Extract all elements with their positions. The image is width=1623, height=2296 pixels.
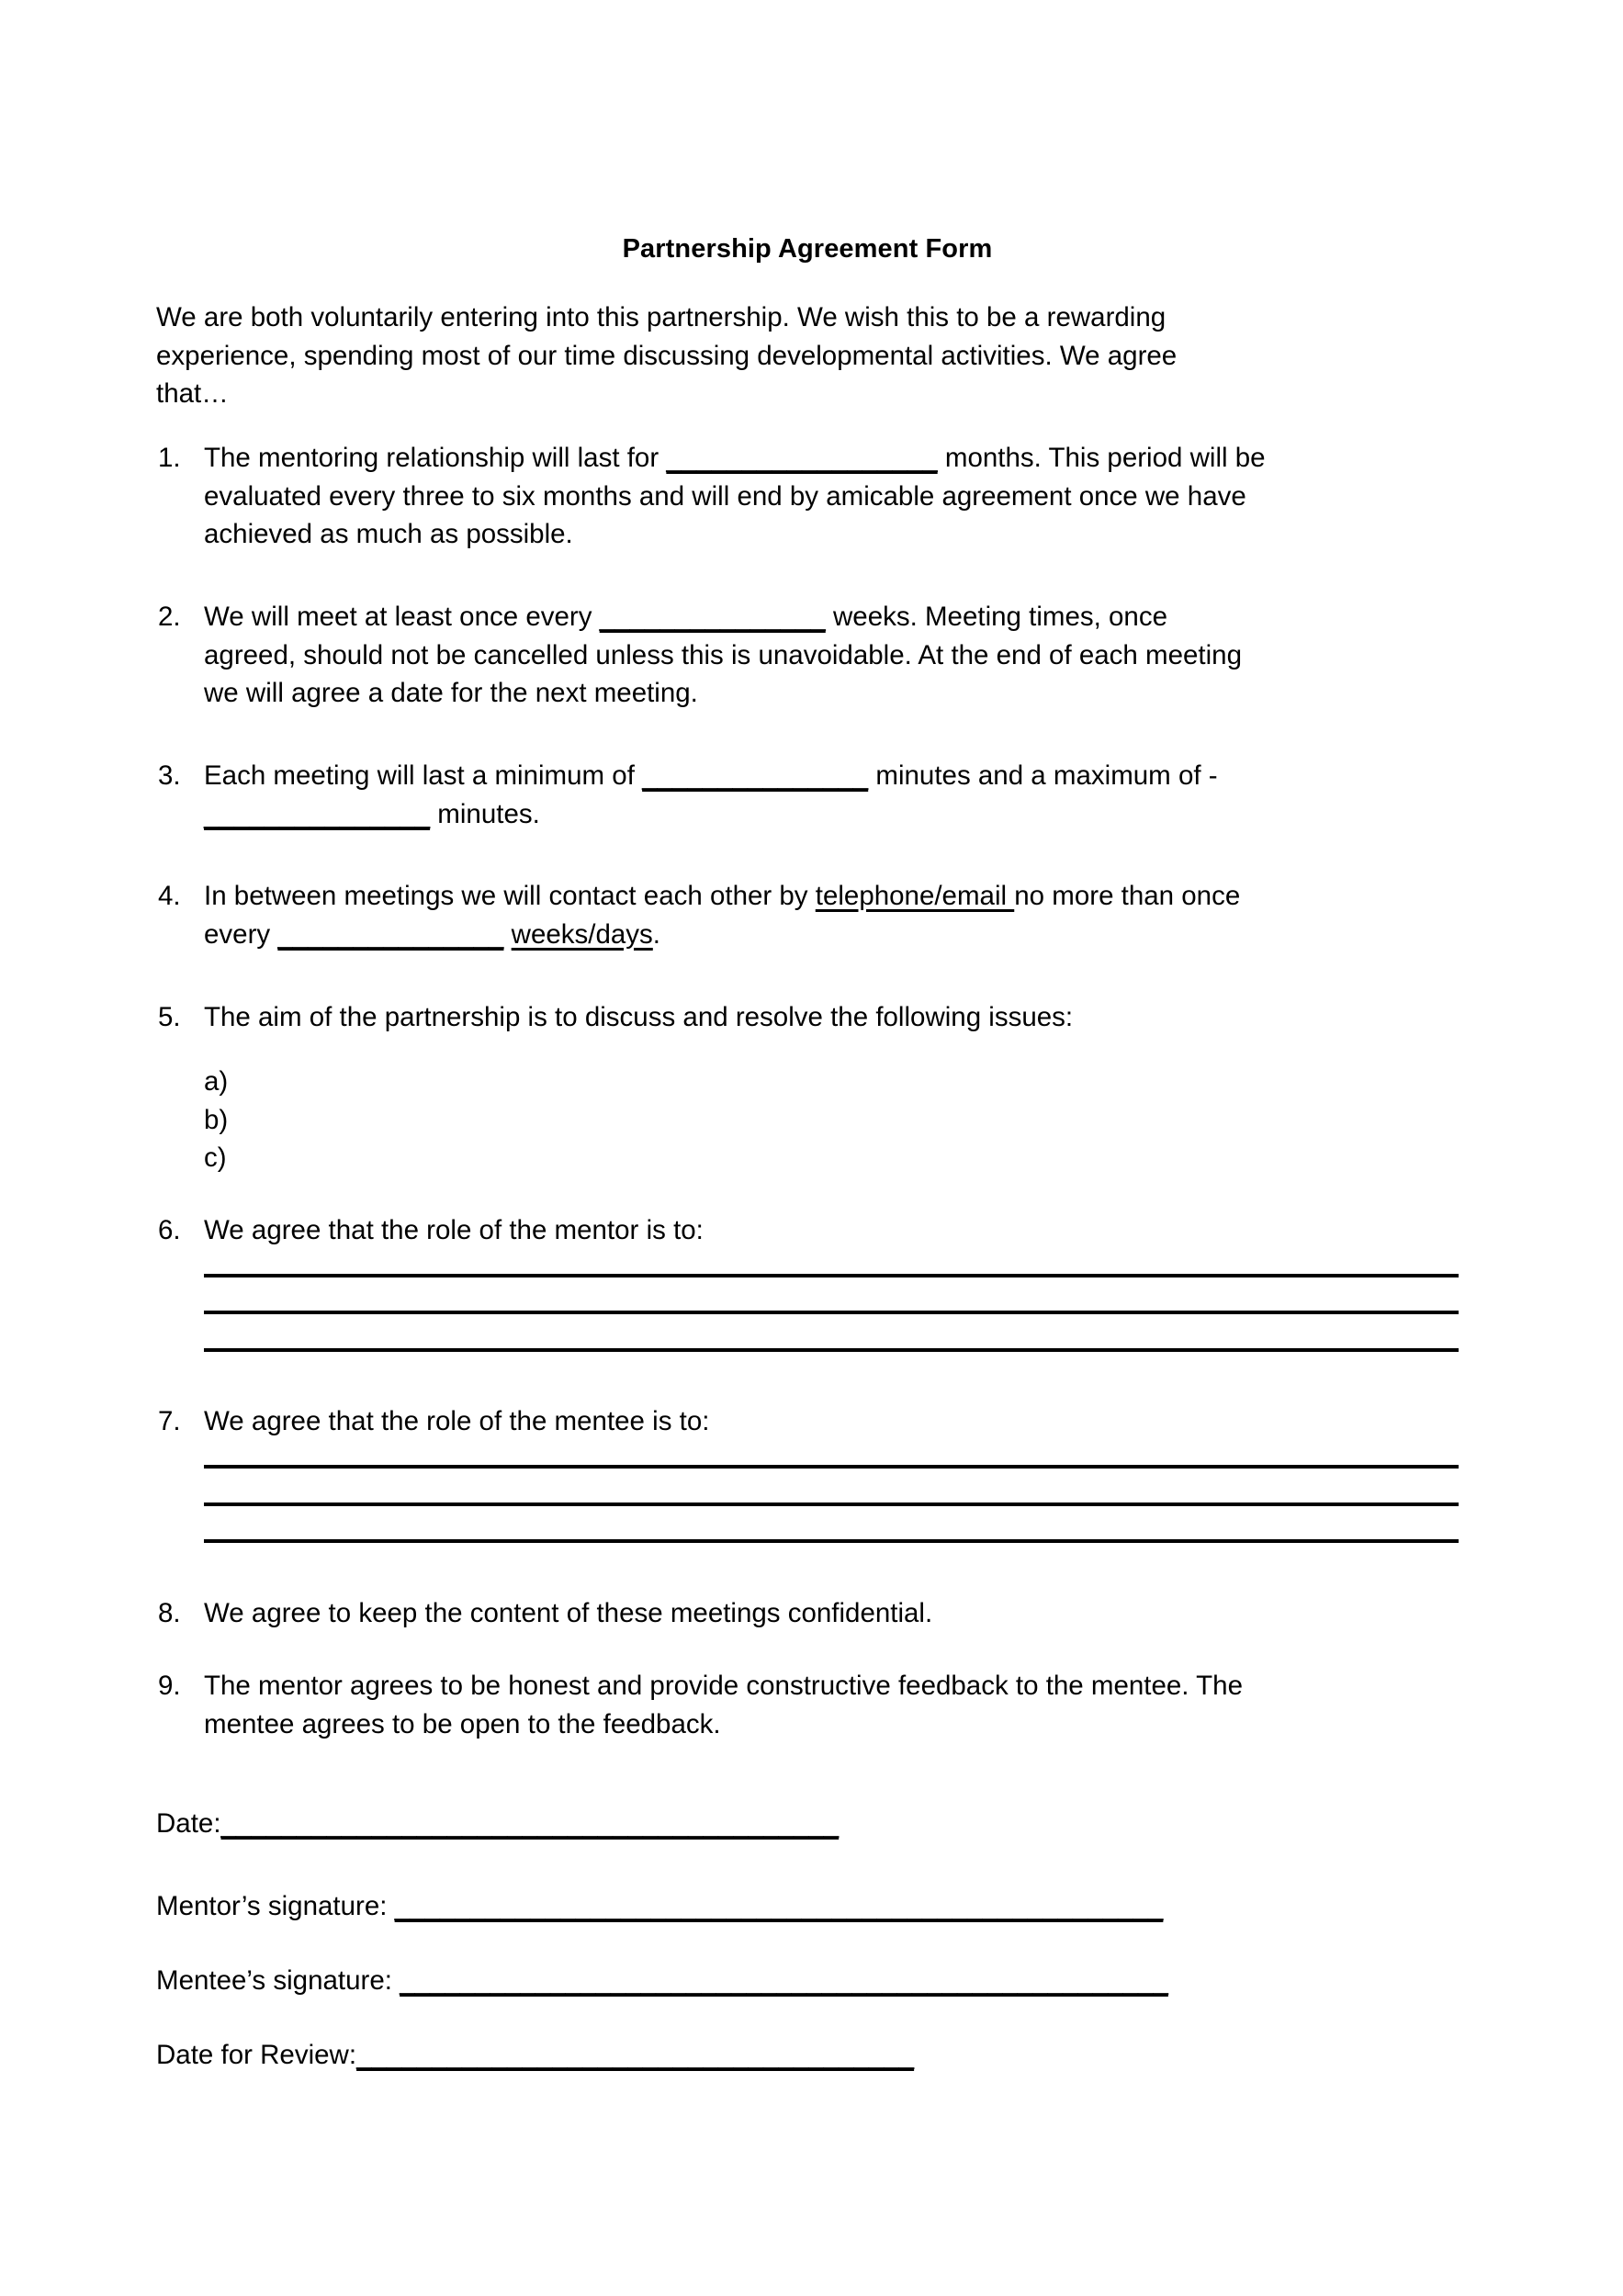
review-date-row [156, 2036, 1459, 2075]
date-field-row [156, 1805, 1459, 1843]
list-item-8 [156, 1594, 1459, 1633]
list-item-2-line-1 [204, 598, 1459, 636]
mentee-signature-input-blank[interactable]: ___________________________________________________ [400, 1965, 1168, 1996]
list-item-8-number: 8. [158, 1598, 181, 1628]
list-item-1 [156, 439, 1459, 554]
list-item-4-frequency-blank-field[interactable]: _______________ [277, 918, 504, 950]
list-item-5-number: 5. [158, 1002, 181, 1032]
intro-line-2: experience, spending most of our time discussing developmental activities. We agree [156, 340, 1178, 371]
mentee-signature-label: Mentee’s signature: [156, 1965, 400, 1996]
list-item-3-line-2 [204, 795, 1459, 834]
list-item-1-body [204, 439, 1459, 554]
intro-paragraph [156, 298, 1459, 413]
list-item-1-line-2: evaluated every three to six months and will end by amicable agreement once we have [204, 480, 1246, 512]
list-item-4-frequency-unit[interactable]: weeks/days [511, 918, 653, 950]
list-item-4-body [204, 877, 1459, 953]
issues-sublist-item-c[interactable]: c) [204, 1142, 227, 1173]
mentor-role-answer-line-3[interactable] [204, 1348, 1459, 1352]
mentee-role-answer-line-3[interactable] [204, 1539, 1459, 1543]
list-item-2-blank-field[interactable]: _______________ [599, 602, 826, 632]
list-item-7-number: 7. [158, 1406, 181, 1436]
list-item-3-max-blank-field[interactable]: _______________ [204, 798, 431, 829]
review-date-input-blank[interactable]: _____________________________________ [356, 2040, 915, 2070]
issues-sublist [204, 1063, 755, 1177]
list-item-3-body [204, 757, 1459, 833]
list-item-6-line-1: We agree that the role of the mentor is to: [204, 1215, 704, 1245]
list-item-5-body [204, 998, 1459, 1037]
list-item-3-line-2-post: minutes. [430, 798, 540, 829]
list-item-3-text-post: minutes and a maximum of - [868, 760, 1218, 791]
list-item-3-min-blank-field[interactable]: _______________ [642, 760, 869, 791]
list-item-4-text-post: no more than once [1014, 881, 1241, 911]
review-date-label: Date for Review: [156, 2040, 357, 2070]
list-item-9-line-2: mentee agrees to be open to the feedback. [204, 1708, 721, 1739]
mentor-role-answer-line-2[interactable] [204, 1311, 1459, 1314]
list-item-2-line-3: we will agree a date for the next meeting. [204, 678, 698, 708]
list-item-2-text-pre: We will meet at least once every [204, 602, 600, 632]
list-item-7-body [204, 1402, 1459, 1441]
issues-sublist-item-b[interactable]: b) [204, 1104, 229, 1135]
list-item-7 [156, 1402, 1459, 1441]
list-item-6-body [204, 1211, 1459, 1250]
intro-line-1: We are both voluntarily entering into this partnership. We wish this to be a rewarding [156, 302, 1167, 332]
list-item-9-line-1: The mentor agrees to be honest and provide constructive feedback to the mentee. The [204, 1671, 1243, 1701]
mentor-signature-row [156, 1887, 1459, 1926]
list-item-4-line-2 [204, 916, 1459, 954]
list-item-4-line-2-pre: every [204, 918, 278, 950]
list-item-1-line-1 [204, 439, 1459, 478]
mentor-signature-input-blank[interactable]: ___________________________________________________ [394, 1891, 1164, 1921]
list-item-3-line-1 [204, 757, 1459, 795]
mentor-role-answer-line-1[interactable] [204, 1274, 1459, 1277]
mentee-role-answer-line-2[interactable] [204, 1503, 1459, 1506]
list-item-3 [156, 757, 1459, 833]
list-item-6-number: 6. [158, 1215, 181, 1245]
list-item-8-line-1: We agree to keep the content of these meetings confidential. [204, 1598, 933, 1628]
list-item-7-line-1: We agree that the role of the mentee is to: [204, 1406, 710, 1436]
list-item-1-line-3: achieved as much as possible. [204, 519, 573, 549]
list-item-4-line-2-mid [503, 919, 511, 950]
list-item-3-number: 3. [158, 760, 181, 791]
list-item-9-body [204, 1667, 1459, 1743]
mentee-role-answer-line-1[interactable] [204, 1465, 1459, 1469]
list-item-1-text-pre: The mentoring relationship will last for [204, 443, 667, 473]
date-label: Date: [156, 1808, 221, 1839]
list-item-2-body [204, 598, 1459, 713]
list-item-5 [156, 998, 1459, 1037]
mentee-signature-row [156, 1962, 1459, 2000]
list-item-6 [156, 1211, 1459, 1250]
list-item-2-number: 2. [158, 602, 181, 632]
issues-sublist-item-a[interactable]: a) [204, 1066, 229, 1097]
list-item-5-line-1: The aim of the partnership is to discuss and resolve the following issues: [204, 1002, 1074, 1032]
list-item-4-number: 4. [158, 881, 181, 911]
list-item-4 [156, 877, 1459, 953]
list-item-1-number: 1. [158, 443, 181, 473]
list-item-2 [156, 598, 1459, 713]
list-item-2-line-2: agreed, should not be cancelled unless this is unavoidable. At the end of each meeting [204, 639, 1242, 670]
date-input-blank[interactable]: _________________________________________ [220, 1808, 840, 1839]
list-item-3-text-pre: Each meeting will last a minimum of [204, 760, 643, 791]
list-item-9-number: 9. [158, 1671, 181, 1701]
list-item-4-text-pre: In between meetings we will contact each other by [204, 881, 816, 911]
list-item-9 [156, 1667, 1459, 1743]
list-item-4-line-1 [204, 877, 1459, 916]
intro-line-3: that… [156, 378, 229, 409]
list-item-8-body [204, 1594, 1459, 1633]
page-title: Partnership Agreement Form [622, 234, 993, 264]
list-item-4-contact-method[interactable]: telephone/email [815, 881, 1015, 911]
mentor-signature-label: Mentor’s signature: [156, 1891, 395, 1921]
list-item-2-text-post: weeks. Meeting times, once [825, 602, 1167, 632]
list-item-1-blank-field[interactable]: __________________ [666, 443, 938, 473]
list-item-4-line-2-post: . [652, 918, 660, 950]
list-item-1-text-post: months. This period will be [937, 443, 1266, 473]
